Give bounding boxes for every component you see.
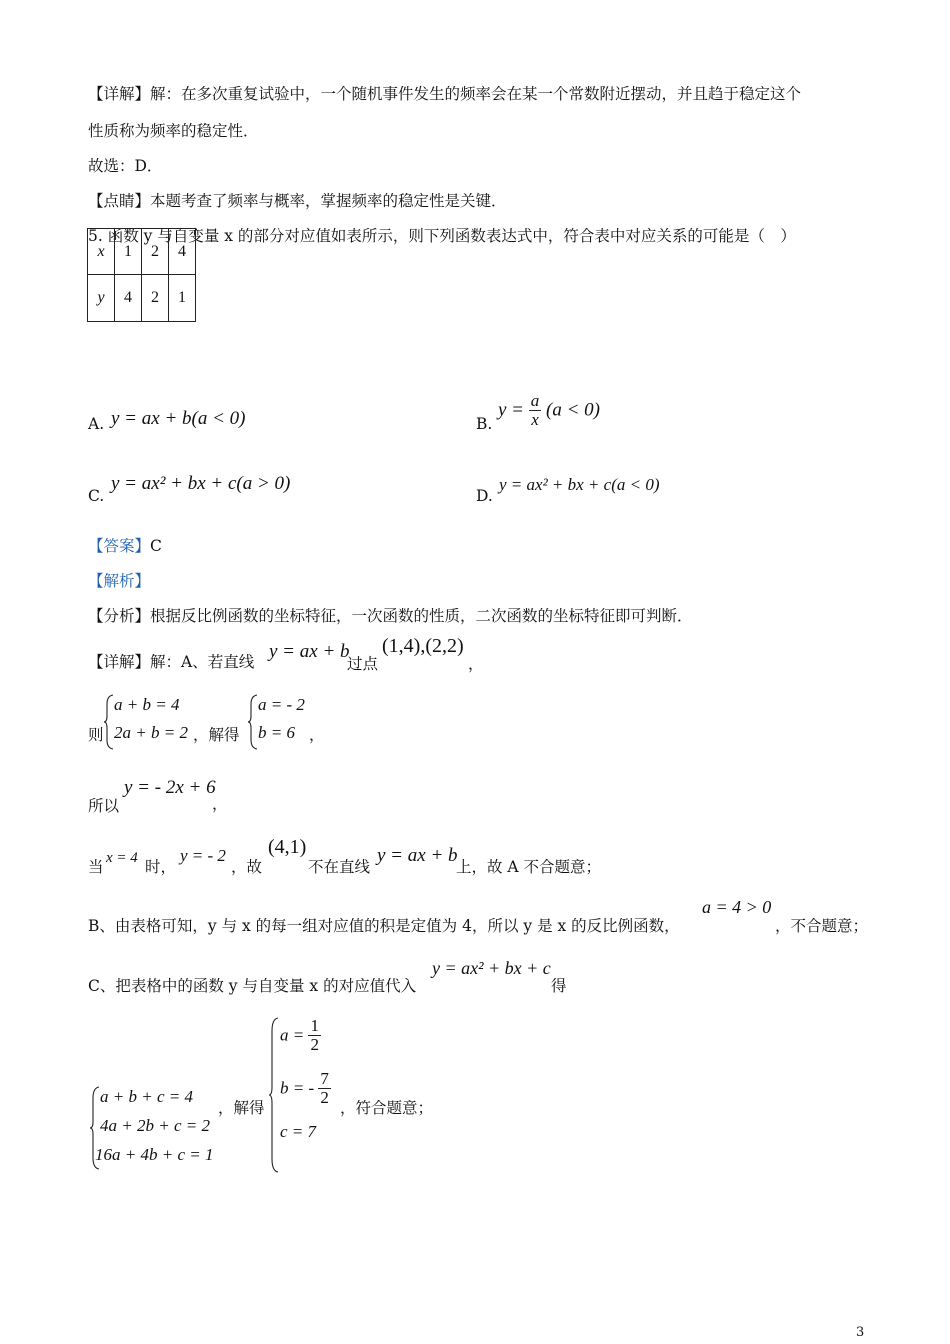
option-b-num: a	[530, 391, 540, 410]
table-cell: 4	[169, 229, 196, 275]
answer-value: C	[150, 537, 162, 555]
option-a-label: A.	[88, 415, 105, 433]
detail-c-de: 得	[551, 977, 567, 995]
so-expr: y = - 2x + 6	[124, 777, 216, 798]
answer-tag: 【答案】	[88, 537, 151, 555]
line2-expr: y = ax + b	[377, 845, 458, 866]
csol-a-num: 1	[310, 1016, 319, 1035]
when-t: 时，	[145, 858, 177, 876]
option-d-expr: y = ax² + bx + c(a < 0)	[499, 475, 660, 494]
option-b-den: x	[531, 409, 539, 429]
point-41: (4,1)	[268, 836, 307, 858]
table-row	[88, 275, 196, 322]
table-cell: x	[88, 229, 115, 275]
detail-a-intro: 【详解】解：A、若直线	[88, 653, 255, 671]
detail-line-2: 性质称为频率的稳定性．	[88, 122, 259, 140]
value-table	[87, 228, 196, 322]
option-b-label: B.	[476, 415, 493, 433]
detail-line-1: 【详解】解：在多次重复试验中，一个随机事件发生的频率会在某一个常数附近摆动，并且趋于稳定这个	[88, 85, 802, 103]
option-c-expr: y = ax² + bx + c(a > 0)	[111, 473, 291, 494]
option-b-cond: (a < 0)	[546, 399, 600, 421]
table-cell: 2	[142, 229, 169, 275]
table-cell: y	[88, 275, 115, 322]
when-x: x = 4	[106, 850, 138, 866]
gu-text: ，故	[231, 858, 263, 876]
detail-a-comma: ，	[468, 655, 484, 673]
csol-a-den: 2	[310, 1034, 319, 1054]
csol-a-lhs: a =	[280, 1025, 305, 1045]
table-cell: 2	[142, 275, 169, 322]
csol-a-fraction	[308, 1017, 321, 1054]
ceq2: 4a + 2b + c = 2	[100, 1116, 210, 1135]
detail-a-end: 上，故 A 不合题意；	[456, 858, 602, 876]
so-comma: ，	[212, 795, 228, 813]
table-row	[88, 229, 196, 275]
left-brace-icon	[268, 1017, 280, 1173]
ceq1: a + b + c = 4	[100, 1087, 193, 1106]
table-cell: 1	[115, 229, 142, 275]
eq1: a + b = 4	[114, 695, 180, 714]
csol-b	[280, 1070, 331, 1107]
detail-b-end: ，不合题意；	[775, 917, 869, 935]
so-text: 所以	[88, 797, 120, 815]
detail-a-pass: 过点	[347, 655, 379, 673]
table-cell: 4	[115, 275, 142, 322]
answer-line	[88, 534, 162, 556]
csol-b-den: 2	[320, 1087, 329, 1107]
csol-c: c = 7	[280, 1122, 317, 1141]
when-y: y = - 2	[180, 846, 226, 865]
comment-line: 【点睛】本题考查了频率与概率，掌握频率的稳定性是关键．	[88, 192, 507, 210]
solve-text: ，解得	[193, 726, 240, 744]
option-c-label: C.	[88, 487, 105, 505]
option-b-lhs: y =	[498, 399, 525, 421]
csol-b-fraction	[318, 1070, 331, 1107]
then-text: 则	[88, 726, 104, 744]
choose-line: 故选：D．	[88, 157, 163, 175]
detail-b-expr: a = 4 > 0	[702, 897, 772, 917]
question-5: 5. 函数 y 与自变量 x 的部分对应值如表所示，则下列函数表达式中，符合表中对应关系的可能是（ ）	[88, 227, 796, 245]
analysis-tag: 【解析】	[88, 572, 151, 590]
page-number: 3	[856, 1325, 865, 1340]
detail-c-text: C、把表格中的函数 y 与自变量 x 的对应值代入	[88, 977, 417, 995]
option-b-expr	[498, 392, 600, 429]
csol-b-num: 7	[320, 1069, 329, 1088]
when-text: 当	[88, 858, 104, 876]
sol-comma: ，	[309, 726, 325, 744]
not-on-text: 不在直线	[308, 858, 371, 876]
analysis-fenxi: 【分析】根据反比例函数的坐标特征，一次函数的性质，二次函数的坐标特征即可判断．	[88, 607, 693, 625]
csol-a	[280, 1017, 321, 1054]
c-solve-text: ，解得	[218, 1099, 265, 1117]
eq2: 2a + b = 2	[114, 723, 188, 742]
table-cell: 1	[169, 275, 196, 322]
option-a-expr: y = ax + b(a < 0)	[111, 408, 246, 429]
sol1: a = - 2	[258, 695, 305, 714]
ceq3: 16a + 4b + c = 1	[95, 1145, 214, 1164]
detail-a-line: y = ax + b	[269, 641, 350, 662]
detail-c-expr: y = ax² + bx + c	[432, 958, 551, 978]
sol2: b = 6	[258, 723, 295, 742]
detail-c-end: ，符合题意；	[340, 1099, 434, 1117]
option-b-fraction	[529, 392, 542, 429]
csol-b-lhs: b = -	[280, 1078, 315, 1098]
option-d-label: D.	[476, 487, 493, 505]
detail-b-text: B、由表格可知，y 与 x 的每一组对应值的积是定值为 4，所以 y 是 x 的反比例函数，	[88, 917, 680, 935]
detail-a-points: (1,4),(2,2)	[382, 635, 464, 657]
